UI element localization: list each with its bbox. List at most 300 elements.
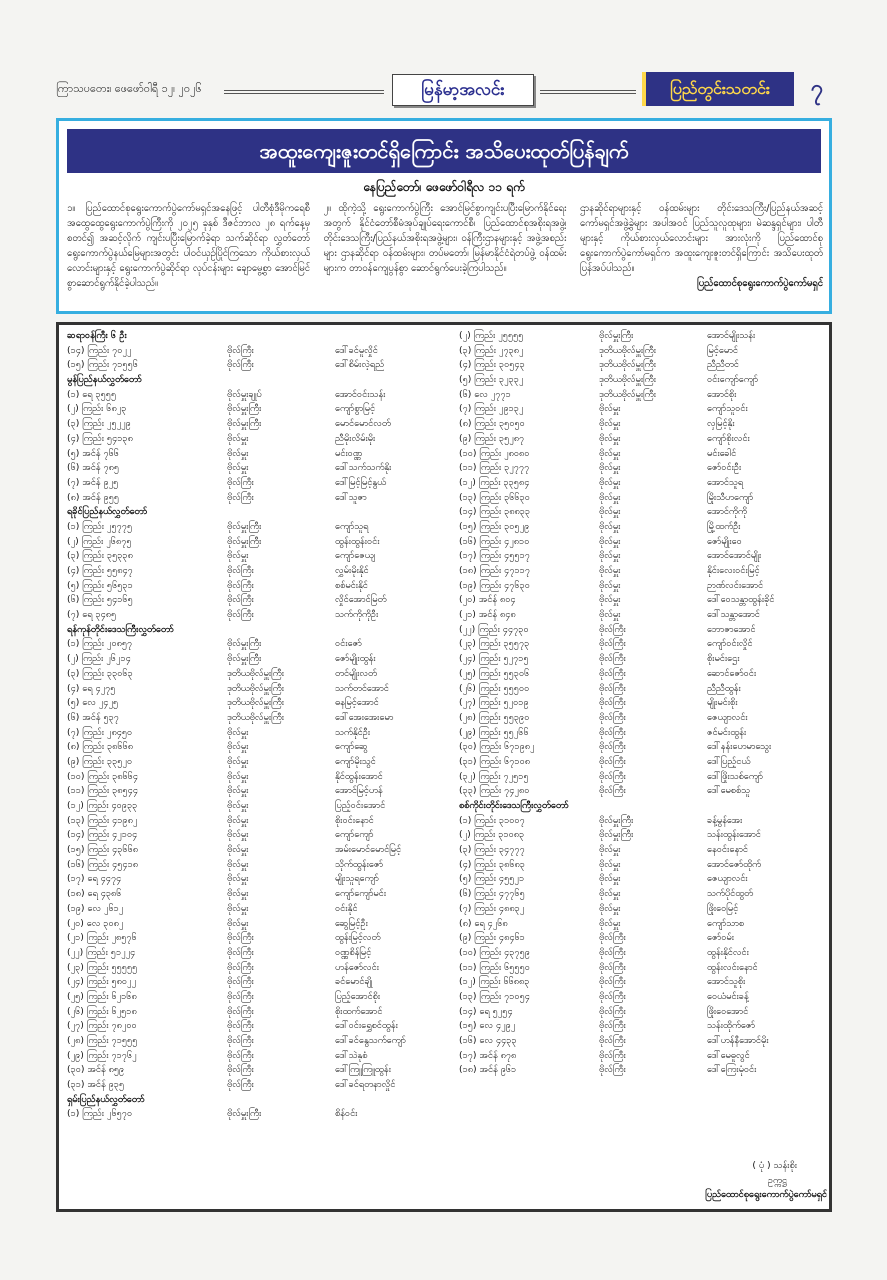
footer-signed: ( ပုံ ) သန်းစိုး — [752, 1159, 797, 1171]
notice-paragraph-3-text: ဌာနဆိုင်ရာများနှင့် ဝန်ထမ်းများ တိုင်းဒေသကြီး/ပြည်နယ်အဆင့် ကော်မရှင်အဖွဲ့ခွဲများ အပါအဝင် ပြည်သူလူထုများ၊ မဲဆန္ဒရှင်များ၊ ပါတီများနှင့် ကိုယ်စားလှယ်လောင်းများ အားလုံးကို ပြည်ထောင်စုရွေးကောက်ပွဲကော်မရှင်က အထူးကျေးဇူးတင်ရှိကြောင်း အသိပေးထုတ်ပြန်အပ်ပါသည်။ — [580, 203, 823, 274]
service-number: (၈) ရေ ၄၂၆၈ — [459, 917, 508, 929]
list-item — [67, 579, 447, 594]
service-number: (၄) ကြည်း ၃၈၆၈၃ — [459, 858, 525, 870]
list-item — [67, 961, 447, 976]
person-name: ထွန်းလင်းနောင် — [707, 961, 758, 973]
rank: ဗိုလ်မှူးကြီး — [227, 653, 262, 665]
rank: ဗိုလ်ကြီး — [599, 726, 626, 738]
service-number: (၁၁) ကြည်း ၃၂၇၇၇ — [459, 462, 530, 474]
service-number: (၆) အင်န် ၇၈၅ — [67, 462, 120, 474]
list-item — [459, 432, 827, 447]
person-name: ဒေါ်သူဇာ — [335, 491, 367, 503]
list-item — [67, 828, 447, 843]
person-name: ဇေယျာလင်း — [707, 711, 748, 723]
rank: ဗိုလ်ကြီး — [227, 1064, 254, 1076]
list-item — [67, 491, 447, 506]
service-number: (၃၁) အင်န် ၉၃၅ — [67, 1079, 125, 1091]
service-number: (၁၆) လေ ၄၄၃၃ — [459, 1035, 517, 1046]
service-number: (၁၇) အင်န် ၈၇၈ — [459, 1049, 517, 1061]
person-name: ဒေါ်ဟန်နီအောင်မိုး — [707, 1035, 769, 1046]
person-name: ဇော်မျိုးထွန်း — [335, 653, 376, 665]
list-item — [459, 726, 827, 741]
rank: ဗိုလ်ကြီး — [227, 1049, 254, 1061]
rank: ဗိုလ်ကြီး — [599, 1005, 626, 1017]
list-item — [459, 491, 827, 506]
service-number: (၁၄) ရေ ၅၂၅၄ — [459, 1005, 513, 1017]
section-label: ပြည်တွင်းသတင်း — [642, 72, 794, 106]
list-item — [67, 784, 447, 799]
page-number: ၇ — [810, 76, 824, 101]
service-number: (၁) ကြည်း ၃၁၀၀၇ — [459, 814, 525, 826]
service-number: (၆) အင်န် ၅၃၇ — [67, 711, 119, 723]
person-name: ခင်မောင်ချို — [335, 976, 373, 988]
list-item — [67, 520, 447, 535]
list-item — [459, 975, 827, 990]
rank: ဗိုလ်မှူး — [227, 858, 249, 870]
rank: ဗိုလ်မှူး — [599, 579, 621, 591]
list-item — [67, 917, 447, 932]
service-number: (၄) ရေ ၄၂၇၅ — [67, 682, 116, 694]
footer-title: ဥက္ကဋ္ဌ — [767, 1174, 787, 1186]
person-name: ဓနမြင့်အောင် — [335, 697, 379, 709]
rank: ဗိုလ်မှူး — [227, 432, 249, 444]
service-number: (၂) ကြည်း ၂၆၈၇၅ — [67, 535, 132, 547]
service-number: (၃၀) အင်န် ၈၅၉ — [67, 1064, 125, 1076]
person-name: အောင်မျိုးသန်း — [707, 330, 756, 341]
list-item — [67, 872, 447, 887]
service-number: (၃) ကြည်း ၃၃၀၆၃ — [67, 667, 133, 679]
rank: ဗိုလ်မှူး — [227, 447, 249, 459]
person-name: မောင်မောင်လတ် — [335, 418, 391, 430]
notice-paragraph-3 — [580, 201, 823, 291]
person-name: ခန့်မွန်အေး — [707, 814, 743, 826]
rank: ဗိုလ်မှူး — [599, 609, 621, 621]
service-number: (၁၄) ကြည်း ၇၀၂၂ — [67, 344, 132, 356]
person-name: ညီညီထွန်း — [707, 682, 741, 694]
rank: ဗိုလ်မှူးကြီး — [227, 520, 262, 532]
person-name: ထွန်းထွန်းဝင်း — [335, 535, 380, 547]
service-number: (၁၄) ကြည်း ၄၂၁၀၄ — [67, 829, 138, 841]
rank: ဗိုလ်ကြီး — [599, 770, 626, 782]
list-item — [459, 696, 827, 711]
person-name: ကျော်ဝင်းလှိုင် — [707, 638, 753, 650]
list-item — [67, 402, 447, 417]
section-heading: မွန်ပြည်နယ်လွှတ်တော် — [67, 374, 142, 386]
service-number: (၃) ကြည်း ၃၄၇၇၇ — [459, 844, 525, 856]
list-item — [459, 461, 827, 476]
list-item — [459, 579, 827, 594]
rank: ဒုတိယဗိုလ်မှူးကြီး — [227, 667, 284, 679]
service-number: (၁၃) ကြည်း ၃၆၆၃၀ — [459, 491, 530, 503]
rank: ဗိုလ်မှူး — [227, 726, 249, 738]
list-item — [459, 1034, 827, 1049]
person-name: ဝင်းနိုင် — [335, 902, 358, 914]
section-heading: ဆရာဝန်ကြီး ၆ ဦး — [67, 330, 127, 341]
rank: ဗိုလ်ကြီး — [227, 990, 254, 1002]
service-number: (၂၃) ကြည်း ၅၅၅၅၅ — [67, 961, 138, 973]
list-item — [67, 1019, 447, 1034]
notice-paragraph-1: ၁။ ပြည်ထောင်စုရွေးကောက်ပွဲကော်မရှင်အနေဖြင့် ပါတီစုံဒီမိုကရေစီ အထွေထွေရွေးကောက်ပွဲကြီးကို ၂၀၂၅ ခုနှစ် ဒီဇင်ဘာလ ၂၈ ရက်နေ့မှစတင်၍ အဆင့်လိုက် ကျင်းပပြီးမြောက်ခဲ့ရာ သက်ဆိုင်ရာ လွှတ်တော်ရွေးကောက်ပွဲနယ်မြေများအတွင်း ပါဝင်ယှဉ်ပြိုင်ကြသော ကိုယ်စားလှယ်လောင်းများနှင့် ရွေးကောက်ပွဲဆိုင်ရာ လုပ်ငန်းများ ချောမွေ့စွာ အောင်မြင်စွာဆောင်ရွက်နိုင်ခဲ့ပါသည်။ — [67, 203, 310, 289]
list-item — [459, 784, 827, 799]
service-number: (၆) ကြည်း ၅၄၁၆၅ — [67, 594, 133, 606]
list-item — [67, 799, 447, 814]
list-item — [459, 593, 827, 608]
service-number: (၂၄) ကြည်း ၅၂၇၁၅ — [459, 653, 529, 665]
service-number: (၂၈) ကြည်း ၅၅၃၉၀ — [459, 711, 530, 723]
rank: ဗိုလ်ကြီး — [227, 344, 254, 356]
person-name: ကျော်ဆွေ — [335, 741, 368, 753]
person-name: ဇော်ဝင်းဦး — [707, 462, 742, 474]
service-number: (၄) ကြည်း ၅၄၁၃၈ — [67, 432, 133, 444]
list-item — [67, 667, 447, 682]
rank: ဗိုလ်မှူး — [599, 594, 621, 606]
service-number: (၈) ကြည်း ၃၅၀၅၀ — [459, 418, 525, 430]
rank: ဗိုလ်မှူး — [227, 814, 249, 826]
service-number: (၁) ရေ ၃၅၅၅ — [67, 388, 117, 400]
person-name: ဒေါ်မြင့်မြင့်နွယ် — [335, 476, 387, 488]
service-number: (၂၉) ကြည်း ၇၁၇၆၂ — [67, 1049, 137, 1061]
list-item — [459, 637, 827, 652]
rank: ဗိုလ်မှူး — [227, 741, 249, 753]
person-name: ပြည့်အောင်စိုး — [335, 990, 381, 1002]
person-name: တင်မျိုးလတ် — [335, 667, 377, 679]
list-item — [459, 711, 827, 726]
rank: ဗိုလ်မှူး — [227, 462, 249, 474]
service-number: (၄) ကြည်း ၃၀၅၄၃ — [459, 359, 525, 371]
service-number: (၁၂) ကြည်း ၄၀၉၃၃ — [67, 800, 138, 811]
service-number: (၂၆) ကြည်း ၅၅၅၀၀ — [459, 682, 530, 694]
person-name: အောင်ဇော်ထိုက် — [707, 858, 762, 870]
list-item — [459, 535, 827, 550]
service-number: (၁၁) ကြည်း ၆၅၅၅၀ — [459, 961, 530, 973]
person-name: ဖြိုးဝေအောင် — [707, 1005, 749, 1017]
service-number: (၁၁) ကြည်း ၃၈၅၄၄ — [67, 785, 139, 797]
rank: ဗိုလ်မှူးကြီး — [227, 418, 262, 430]
list-item — [67, 1005, 447, 1020]
rank: ဗိုလ်မှူးကြီး — [227, 638, 262, 650]
service-number: (၂၀) အင်န် ၈၀၄ — [459, 594, 516, 606]
person-name: ဝင်းဇော် — [335, 638, 362, 650]
service-number: (၂၇) ကြည်း ၇၈၂၀၀ — [67, 1020, 137, 1032]
notice-banner: အထူးကျေးဇူးတင်ရှိကြောင်း အသိပေးထုတ်ပြန်ချက် — [67, 129, 821, 173]
rank: ဗိုလ်ကြီး — [227, 609, 254, 621]
person-name: ဒေါ်စိမ်းလဲ့ရည် — [335, 359, 385, 371]
service-number: (၂၇) ကြည်း ၅၂၀၁၉ — [459, 697, 529, 709]
service-number: (၉) ကြည်း ၄၈၄၆၁ — [459, 932, 525, 944]
service-number: (၁) ကြည်း ၂၅၇၇၅ — [67, 520, 133, 532]
person-name: ဒေါ်ကြေးမုံဝင်း — [707, 1064, 757, 1076]
service-number: (၁၅) ကြည်း ၇၁၅၅၆ — [67, 359, 138, 371]
rank: ဗိုလ်ကြီး — [599, 1064, 626, 1076]
service-number: (၁၅) ကြည်း ၄၃၆၆၈ — [67, 844, 139, 856]
person-name: ဇေယျာလင်း — [707, 873, 748, 885]
rank: ဗိုလ်ကြီး — [599, 667, 626, 679]
person-name: နိုင်ထွန်းအောင် — [335, 770, 383, 782]
person-name: ဒေါ်မေစစ်သူ — [707, 785, 751, 797]
rank: ဗိုလ်ကြီး — [599, 623, 626, 635]
person-name: စိုးထက်အောင် — [335, 1005, 383, 1017]
list-item — [459, 990, 827, 1005]
service-number: (၃၀) ကြည်း ၆၇၁၉၈၂ — [459, 741, 535, 753]
section-heading: စစ်ကိုင်းတိုင်းဒေသကြီးလွှတ်တော် — [459, 800, 569, 811]
person-name: အောင်သူစိုး — [707, 976, 746, 988]
service-number: (၅) ကြည်း ၃၂၃၃၂ — [459, 374, 524, 386]
rank: ဗိုလ်မှူး — [227, 888, 249, 900]
person-name: ဇော်ဝမ်း — [707, 932, 734, 944]
list-item — [459, 549, 827, 564]
rank: ဒုတိယဗိုလ်မှူးကြီး — [227, 697, 284, 709]
person-name: ဒေါ်နန်းဟေမာသွေး — [707, 741, 772, 753]
person-name: မြင့်မောင် — [707, 344, 739, 356]
person-name: ဒေါ်မေဓူလွင် — [707, 1049, 750, 1061]
person-name: ဉာဏ်လင်းအောင် — [707, 579, 764, 591]
rank: ဗိုလ်ကြီး — [599, 741, 626, 753]
person-name: အောင်ဝင်းသန်း — [335, 388, 386, 400]
rank: ဗိုလ်မှူး — [227, 873, 249, 885]
list-item — [459, 417, 827, 432]
service-number: (၂) ကြည်း ၂၆၂၁၄ — [67, 653, 131, 665]
person-name: မြို့ထက်ဦး — [707, 520, 741, 532]
person-name: ဒေါ်သက်သက်နိုး — [335, 462, 392, 474]
service-number: (၁၃) ကြည်း ၄၁၉၈၂ — [67, 814, 138, 826]
service-number: (၂၁) အင်န် ၈၄၈ — [459, 609, 516, 621]
list-item — [67, 682, 447, 697]
list-item — [67, 975, 447, 990]
list-item — [67, 549, 447, 564]
service-number: (၁၅) ကြည်း ၃၀၅၂၉ — [459, 520, 530, 532]
list-footer — [459, 1159, 827, 1203]
list-item — [67, 814, 447, 829]
rank: ဗိုလ်ကြီး — [599, 990, 626, 1002]
rank: ဗိုလ်မှူးကြီး — [599, 814, 634, 826]
notice-dateline: နေပြည်တော်၊ ဖေဖော်ဝါရီလ ၁၁ ရက် — [363, 180, 525, 194]
person-name: လှိုင်အောင်မြတ် — [335, 594, 387, 606]
service-number: (၃) ကြည်း ၂၇၃၈၂ — [459, 344, 524, 356]
list-item — [459, 931, 827, 946]
service-number: (၁၇) ရေ ၄၄၇၄ — [67, 873, 122, 885]
service-number: (၂၀) လေ ၃၀၈၂ — [67, 917, 124, 929]
issue-date: ကြာသပတေး၊ ဖေဖော်ဝါရီ ၁၂၊ ၂၀၂၆ — [56, 82, 202, 95]
notice-signature: ပြည်ထောင်စုရွေးကောက်ပွဲကော်မရှင် — [697, 278, 823, 289]
person-name: စိုးဝင်းနောင် — [335, 814, 374, 826]
rank: ဗိုလ်ကြီး — [227, 961, 254, 973]
service-number: (၁၄) ကြည်း ၃၈၈၃၃ — [459, 506, 531, 518]
rank: ဗိုလ်ကြီး — [599, 653, 626, 665]
rank: ဗိုလ်ကြီး — [227, 565, 254, 576]
person-name: မင်းဝဏ္ဏ — [335, 447, 363, 459]
rank: ဗိုလ်ကြီး — [227, 491, 254, 503]
list-item — [67, 1034, 447, 1049]
list-item — [67, 432, 447, 447]
list-column-right — [459, 329, 827, 1078]
person-name: ဒေါ်ခင်မူလှိုင် — [335, 344, 378, 356]
rank: ဗိုလ်မှူး — [599, 858, 621, 870]
list-item — [67, 344, 447, 359]
service-number: (၅) လေ ၂၄၂၅ — [67, 697, 119, 709]
service-number: (၃၃) ကြည်း ၇၄၂၈၀ — [459, 785, 530, 797]
service-number: (၂၉) ကြည်း ၅၅၂၆၆ — [459, 726, 529, 738]
person-name: အောင်ကိုကို — [707, 506, 747, 518]
list-item — [67, 608, 447, 623]
person-name: ကျော်မိုးသွင် — [335, 755, 376, 767]
service-number: (၁၂) ကြည်း ၃၃၅၈၄ — [459, 476, 530, 488]
person-name: လွှမ်းမိုးနိုင် — [335, 565, 369, 576]
header-rule-right — [540, 90, 636, 94]
rank: ဗိုလ်ကြီး — [227, 932, 254, 944]
list-item — [459, 770, 827, 785]
list-item — [459, 520, 827, 535]
list-item — [459, 1063, 827, 1078]
rank: ဗိုလ်မှူး — [599, 873, 621, 885]
list-item — [67, 461, 447, 476]
person-name: စိန်ဝင်း — [335, 1108, 358, 1120]
list-item — [67, 1049, 447, 1064]
person-name: နေဝင်းနောင် — [707, 844, 748, 856]
person-name: အောင်စိုး — [707, 388, 737, 400]
list-column-left — [67, 329, 447, 1122]
service-number: (၉) ကြည်း ၃၅၂၈၇ — [459, 432, 525, 444]
person-name: ထွန်းနိုင်လင်း — [707, 946, 749, 958]
rank: ဗိုလ်ကြီး — [599, 711, 626, 723]
person-name: ဇော်မျိုးဝေ — [707, 535, 742, 547]
rank: ဗိုလ်မှူး — [599, 476, 621, 488]
rank: ဗိုလ်မှူးကြီး — [599, 330, 634, 341]
person-name: အောင်မြင့်ဟန် — [335, 785, 383, 797]
list-item — [459, 358, 827, 373]
rank: ဗိုလ်ကြီး — [599, 946, 626, 958]
list-item — [67, 946, 447, 961]
service-number: (၁၉) လေ ၂၆၁၂ — [67, 902, 124, 914]
list-item — [67, 711, 447, 726]
person-name: ဝင်းကျော်ကျော် — [707, 374, 759, 386]
service-number: (၆) ကြည်း ၄၇၇၆၅ — [459, 888, 525, 900]
person-name: ကျော်သူဝင်း — [707, 403, 748, 415]
rank: ဗိုလ်ကြီး — [599, 961, 626, 973]
person-name: ဒေါ်ကြူကြူထွန်း — [335, 1064, 391, 1076]
list-item — [67, 564, 447, 579]
person-name: မြိုးသီဟကျော် — [707, 491, 754, 503]
rank: ဗိုလ်မှူး — [599, 565, 621, 576]
service-number: (၇) ရေ ၃၄၈၅ — [67, 609, 117, 621]
person-name: ကျော်ကျော်မင်း — [335, 888, 387, 900]
list-item — [459, 388, 827, 403]
list-item — [67, 740, 447, 755]
section-heading: ရခိုင်ပြည်နယ်လွှတ်တော် — [67, 506, 148, 518]
list-item — [459, 373, 827, 388]
list-item — [67, 637, 447, 652]
service-number: (၁၀) ကြည်း ၃၈၆၆၄ — [67, 770, 139, 782]
service-number: (၃) ကြည်း ၃၅၃၃၈ — [67, 550, 133, 562]
rank: ဗိုလ်မှူး — [599, 432, 621, 444]
rank: ဗိုလ်မှူး — [227, 755, 249, 767]
list-item — [67, 902, 447, 917]
list-item — [67, 696, 447, 711]
person-name: ဒေါ်ခင်နွေသက်ကျော် — [335, 1035, 406, 1046]
person-name: ဒေါ်သဲနုစံ — [335, 1049, 368, 1061]
list-item — [459, 858, 827, 873]
list-item — [67, 755, 447, 770]
service-number: (၂၅) ကြည်း ၅၅၃၀၆ — [459, 667, 530, 679]
rank: ဗိုလ်မှူး — [599, 447, 621, 459]
rank: ဗိုလ်မှူး — [227, 829, 249, 841]
person-name: ကျော်စွာမြင့် — [335, 403, 376, 415]
person-name: ပြည့်ဝင်းအောင် — [335, 800, 386, 811]
service-number: (၁၀) ကြည်း ၄၃၇၅၉ — [459, 946, 530, 958]
list-item — [67, 358, 447, 373]
person-name: မျိုးသူရကျော် — [335, 873, 379, 885]
service-number: (၂) ကြည်း ၆၈၂၃ — [67, 403, 127, 415]
rank: ဗိုလ်ကြီး — [599, 755, 626, 767]
person-name: ကျော်ဇေယျ — [335, 550, 376, 562]
list-item — [459, 329, 827, 344]
rank: ဗိုလ်မှူး — [227, 917, 249, 929]
person-name: အောင်သူရ — [707, 476, 744, 488]
person-name: ဒေါ်သန္တာအောင် — [707, 609, 760, 621]
service-number: (၄) ကြည်း ၅၅၈၄၇ — [67, 565, 133, 576]
list-item — [67, 1078, 447, 1093]
rank: ဗိုလ်ကြီး — [599, 976, 626, 988]
list-item — [459, 564, 827, 579]
list-item — [67, 447, 447, 462]
service-number: (၂၅) ကြည်း ၆၂၁၆၈ — [67, 990, 137, 1002]
service-number: (၁၃) ကြည်း ၇၁၀၅၄ — [459, 990, 530, 1002]
service-number: (၁၆) ကြည်း ၄၅၄၁၈ — [67, 858, 139, 870]
person-name: ဝေယံမင်းခန့် — [707, 990, 749, 1002]
notice-body — [67, 201, 823, 291]
service-number: (၁၈) အင်န် ၉၆၁ — [459, 1064, 517, 1076]
list-item — [459, 505, 827, 520]
list-item — [67, 1107, 447, 1122]
list-item — [459, 667, 827, 682]
service-number: (၁) ကြည်း ၂၀၈၅၇ — [67, 638, 133, 650]
service-number: (၅) ကြည်း ၅၆၅၃၁ — [67, 579, 133, 591]
thanks-list-box — [56, 322, 832, 1212]
rank: ဗိုလ်ကြီး — [227, 579, 254, 591]
list-item — [67, 858, 447, 873]
rank: ဗိုလ်မှူး — [599, 520, 621, 532]
service-number: (၁၈) ရေ ၄၃၈၆ — [67, 888, 122, 900]
service-number: (၂၃) ကြည်း ၃၅၅၇၃ — [459, 638, 530, 650]
notice-box — [56, 118, 832, 314]
list-item — [459, 946, 827, 961]
service-number: (၃၂) ကြည်း ၇၂၅၁၅ — [459, 770, 529, 782]
rank: ဗိုလ်မှူး — [599, 462, 621, 474]
service-number: (၈) ကြည်း ၃၈၆၆၈ — [67, 741, 134, 753]
rank: ဗိုလ်ကြီး — [599, 697, 626, 709]
rank: ဗိုလ်ကြီး — [599, 682, 626, 694]
service-number: (၂၁) ကြည်း ၂၈၅၇၆ — [67, 932, 137, 944]
list-item — [67, 843, 447, 858]
rank: ဒုတိယဗိုလ်မှူးကြီး — [227, 711, 284, 723]
list-item — [459, 623, 827, 638]
service-number: (၂) ကြည်း ၃၁၀၈၃ — [459, 829, 525, 841]
person-name: အမ်းမောင်မောင်မြင့် — [335, 844, 402, 856]
person-name: ကျော်သာစ — [707, 917, 745, 929]
list-item — [67, 593, 447, 608]
person-name: ထွန်းမြင့်လတ် — [335, 932, 381, 944]
person-name: ကျော်စိုးလင်း — [707, 432, 750, 444]
service-number: (၂၈) ကြည်း ၇၁၅၅၅ — [67, 1035, 138, 1046]
person-name: သက်နိုင်ဦး — [335, 726, 371, 738]
service-number: (၁၆) ကြည်း ၄၂၈၁၀ — [459, 535, 530, 547]
rank: ဒုတိယဗိုလ်မှူးကြီး — [599, 388, 656, 400]
rank: ဗိုလ်မှူးကြီး — [227, 403, 262, 415]
footer-org: ပြည်ထောင်စုရွေးကောက်ပွဲကော်မရှင် — [705, 1189, 827, 1201]
rank: ဗိုလ်မှူး — [227, 550, 249, 562]
person-name: သက်တင်အောင် — [335, 682, 389, 694]
rank: ဗိုလ်ကြီး — [599, 1049, 626, 1061]
list-item — [67, 1063, 447, 1078]
